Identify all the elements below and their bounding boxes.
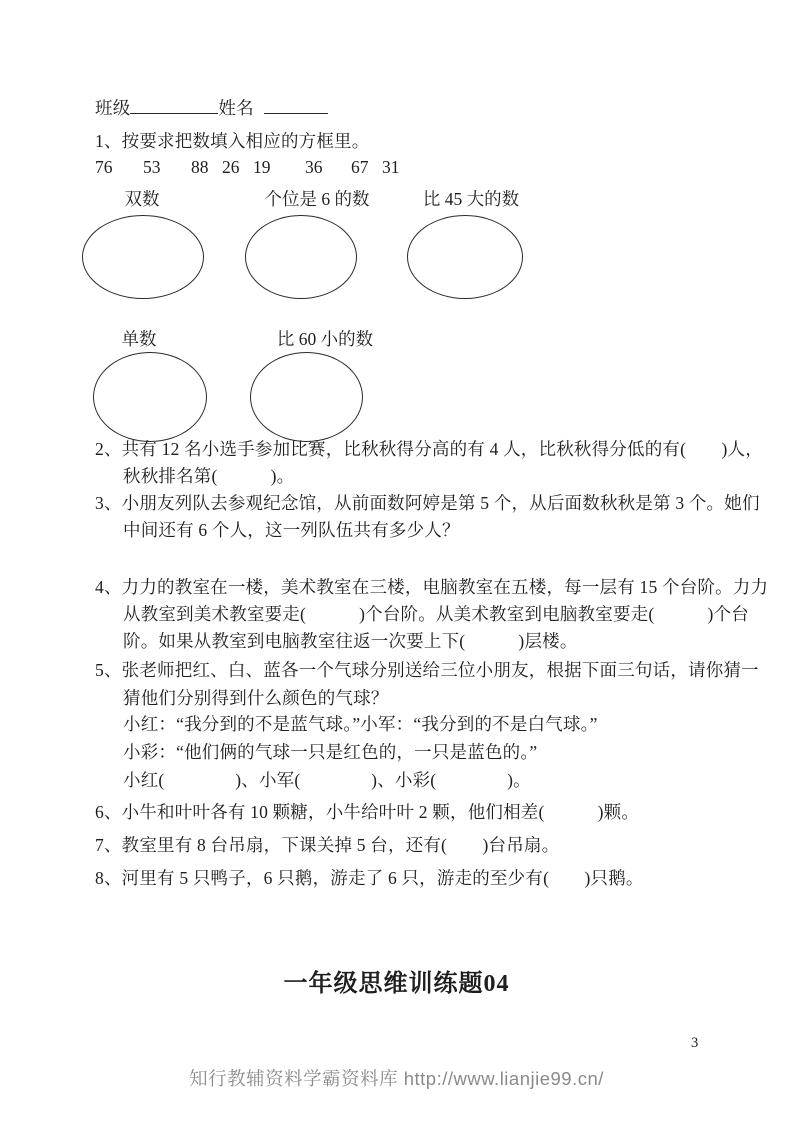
question-4-line-3: 阶。如果从教室到电脑教室往返一次要上下( )层楼。	[123, 631, 578, 651]
label-greater-than-45: 比 45 大的数	[422, 189, 520, 209]
ellipse-ones-digit-6	[245, 215, 357, 299]
question-5-answer-line: 小红( )、小军( )、小彩( )。	[123, 770, 531, 790]
number-31: 31	[382, 157, 400, 177]
class-label: 班级	[95, 98, 131, 118]
number-53: 53	[143, 157, 161, 177]
question-4-line-2: 从教室到美术教室要走( )个台阶。从美术教室到电脑教室要走( )个台	[123, 604, 749, 624]
question-3-line-2: 中间还有 6 个人，这一列队伍共有多少人？	[123, 520, 460, 540]
question-5-line-2: 猜他们分别得到什么颜色的气球？	[123, 688, 389, 708]
label-ones-digit-6: 个位是 6 的数	[264, 189, 370, 209]
number-76: 76	[95, 157, 113, 177]
question-6: 6、小牛和叶叶各有 10 颗糖，小牛给叶叶 2 颗，他们相差( )颗。	[95, 802, 640, 822]
question-5-line-1: 5、张老师把红、白、蓝各一个气球分别送给三位小朋友，根据下面三句话，请你猜一	[95, 660, 759, 680]
class-blank-line	[130, 97, 218, 114]
next-section-title: 一年级思维训练题04	[283, 971, 510, 997]
label-less-than-60: 比 60 小的数	[276, 329, 374, 349]
number-36: 36	[305, 157, 323, 177]
number-88: 88	[191, 157, 209, 177]
page-number: 3	[691, 1035, 699, 1051]
name-blank-line	[264, 97, 328, 114]
number-26: 26	[222, 157, 240, 177]
label-even-numbers: 双数	[124, 189, 160, 209]
question-4-line-1: 4、力力的教室在一楼，美术教室在三楼，电脑教室在五楼，每一层有 15 个台阶。力力	[95, 577, 769, 597]
footer-watermark: 知行教辅资料学霸资料库 http://www.lianjie99.cn/	[189, 1068, 604, 1089]
number-67: 67	[351, 157, 369, 177]
label-odd-numbers: 单数	[121, 329, 157, 349]
question-8: 8、河里有 5 只鸭子，6 只鹅，游走了 6 只，游走的至少有( )只鹅。	[95, 868, 644, 888]
question-7: 7、教室里有 8 台吊扇，下课关掉 5 台，还有( )台吊扇。	[95, 835, 560, 855]
question-1-prompt: 1、按要求把数填入相应的方框里。	[95, 131, 370, 151]
question-2-line-1: 2、共有 12 名小选手参加比赛，比秋秋得分高的有 4 人，比秋秋得分低的有( )人，	[95, 439, 763, 459]
ellipse-greater-than-45	[407, 215, 523, 299]
question-3-line-1: 3、小朋友列队去参观纪念馆，从前面数阿婷是第 5 个，从后面数秋秋是第 3 个。她们	[95, 493, 760, 513]
question-2-line-2: 秋秋排名第( )。	[123, 466, 295, 486]
question-5-clue-2: 小彩：“他们俩的气球一只是红色的，一只是蓝色的。”	[123, 742, 538, 762]
ellipse-less-than-60	[250, 352, 363, 442]
ellipse-odd-numbers	[93, 352, 207, 442]
number-19: 19	[253, 157, 271, 177]
ellipse-even-numbers	[82, 215, 204, 299]
header-line	[95, 96, 328, 120]
name-label: 姓名	[218, 98, 254, 118]
question-5-clue-1: 小红：“我分到的不是蓝气球。”小军：“我分到的不是白气球。”	[123, 714, 598, 734]
